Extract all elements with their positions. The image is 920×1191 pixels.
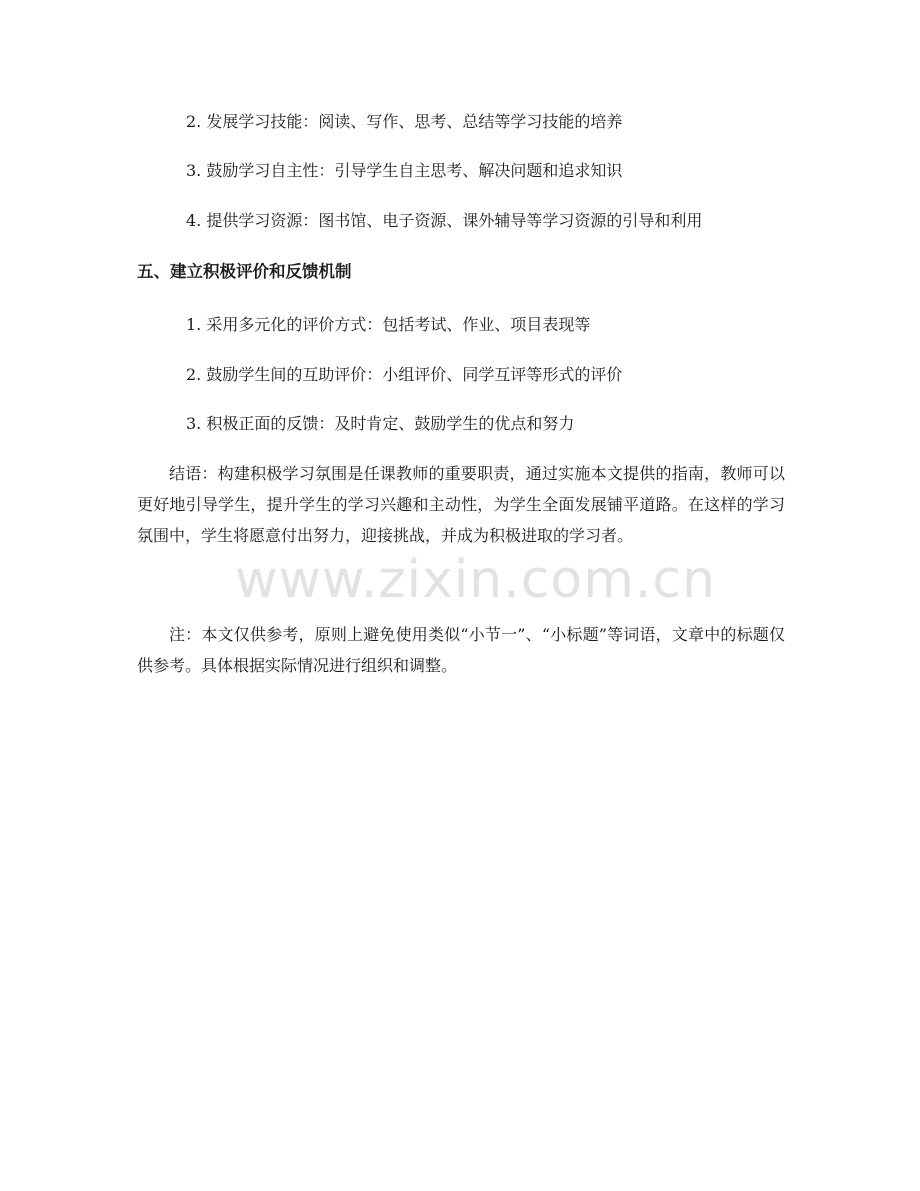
list-item: 3. 鼓励学习自主性：引导学生自主思考、解决问题和追求知识	[186, 161, 623, 180]
note-paragraph: 注：本文仅供参考，原则上避免使用类似“小节一”、“小标题”等词语，文章中的标题仅供参考。具体根据实际情况进行组织和调整。	[137, 625, 785, 675]
list-item: 4. 提供学习资源：图书馆、电子资源、课外辅导等学习资源的引导和利用	[186, 211, 703, 230]
list-item: 1. 采用多元化的评价方式：包括考试、作业、项目表现等	[186, 315, 591, 334]
list-item: 3. 积极正面的反馈：及时肯定、鼓励学生的优点和努力	[186, 414, 575, 433]
conclusion-paragraph: 结语：构建积极学习氛围是任课教师的重要职责，通过实施本文提供的指南，教师可以更好地引导学生，提升学生的学习兴趣和主动性，为学生全面发展铺平道路。在这样的学习氛围中，学生将愿意付出努力，迎接挑战，并成为积极进取的学习者。	[137, 464, 785, 545]
list-item: 2. 鼓励学生间的互助评价：小组评价、同学互评等形式的评价	[186, 365, 623, 384]
section-heading: 五、建立积极评价和反馈机制	[137, 262, 352, 281]
list-item: 2. 发展学习技能：阅读、写作、思考、总结等学习技能的培养	[186, 112, 623, 131]
watermark: www.zixin.com.cn	[235, 550, 716, 610]
